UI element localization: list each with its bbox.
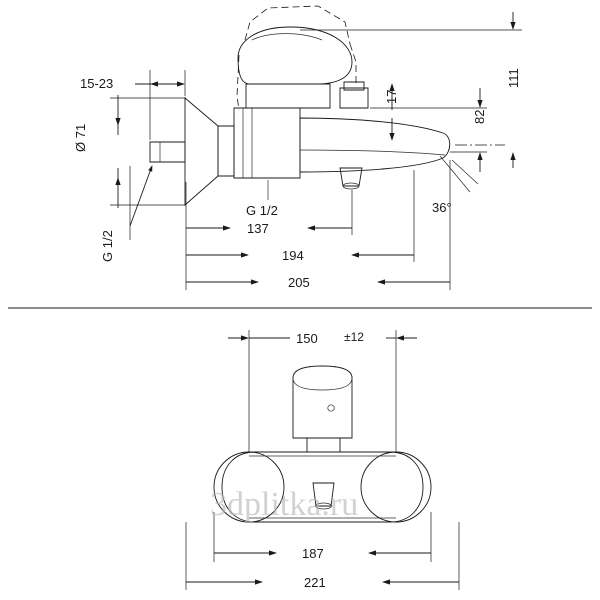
dim-diameter-71: Ø 71 bbox=[73, 123, 88, 152]
dim-g12-left: G 1/2 bbox=[100, 230, 115, 262]
dim-15-23: 15-23 bbox=[80, 76, 114, 91]
dim-36-deg: 36° bbox=[432, 200, 452, 215]
dim-17: 17 bbox=[384, 89, 399, 104]
dim-150-tolerance: ±12 bbox=[344, 330, 364, 344]
side-elevation-geometry bbox=[150, 6, 505, 205]
watermark: 3dplitka.ru bbox=[210, 486, 359, 523]
dim-137: 137 bbox=[247, 221, 269, 236]
dim-150: 150 bbox=[296, 331, 318, 346]
side-elevation-dimensions bbox=[73, 12, 522, 290]
dim-221: 221 bbox=[304, 575, 326, 590]
dim-82: 82 bbox=[472, 109, 487, 124]
dim-g12-center: G 1/2 bbox=[246, 203, 278, 218]
dim-111: 111 bbox=[506, 68, 521, 88]
dim-194: 194 bbox=[282, 248, 304, 263]
dim-205: 205 bbox=[288, 275, 310, 290]
dim-187: 187 bbox=[302, 546, 324, 561]
